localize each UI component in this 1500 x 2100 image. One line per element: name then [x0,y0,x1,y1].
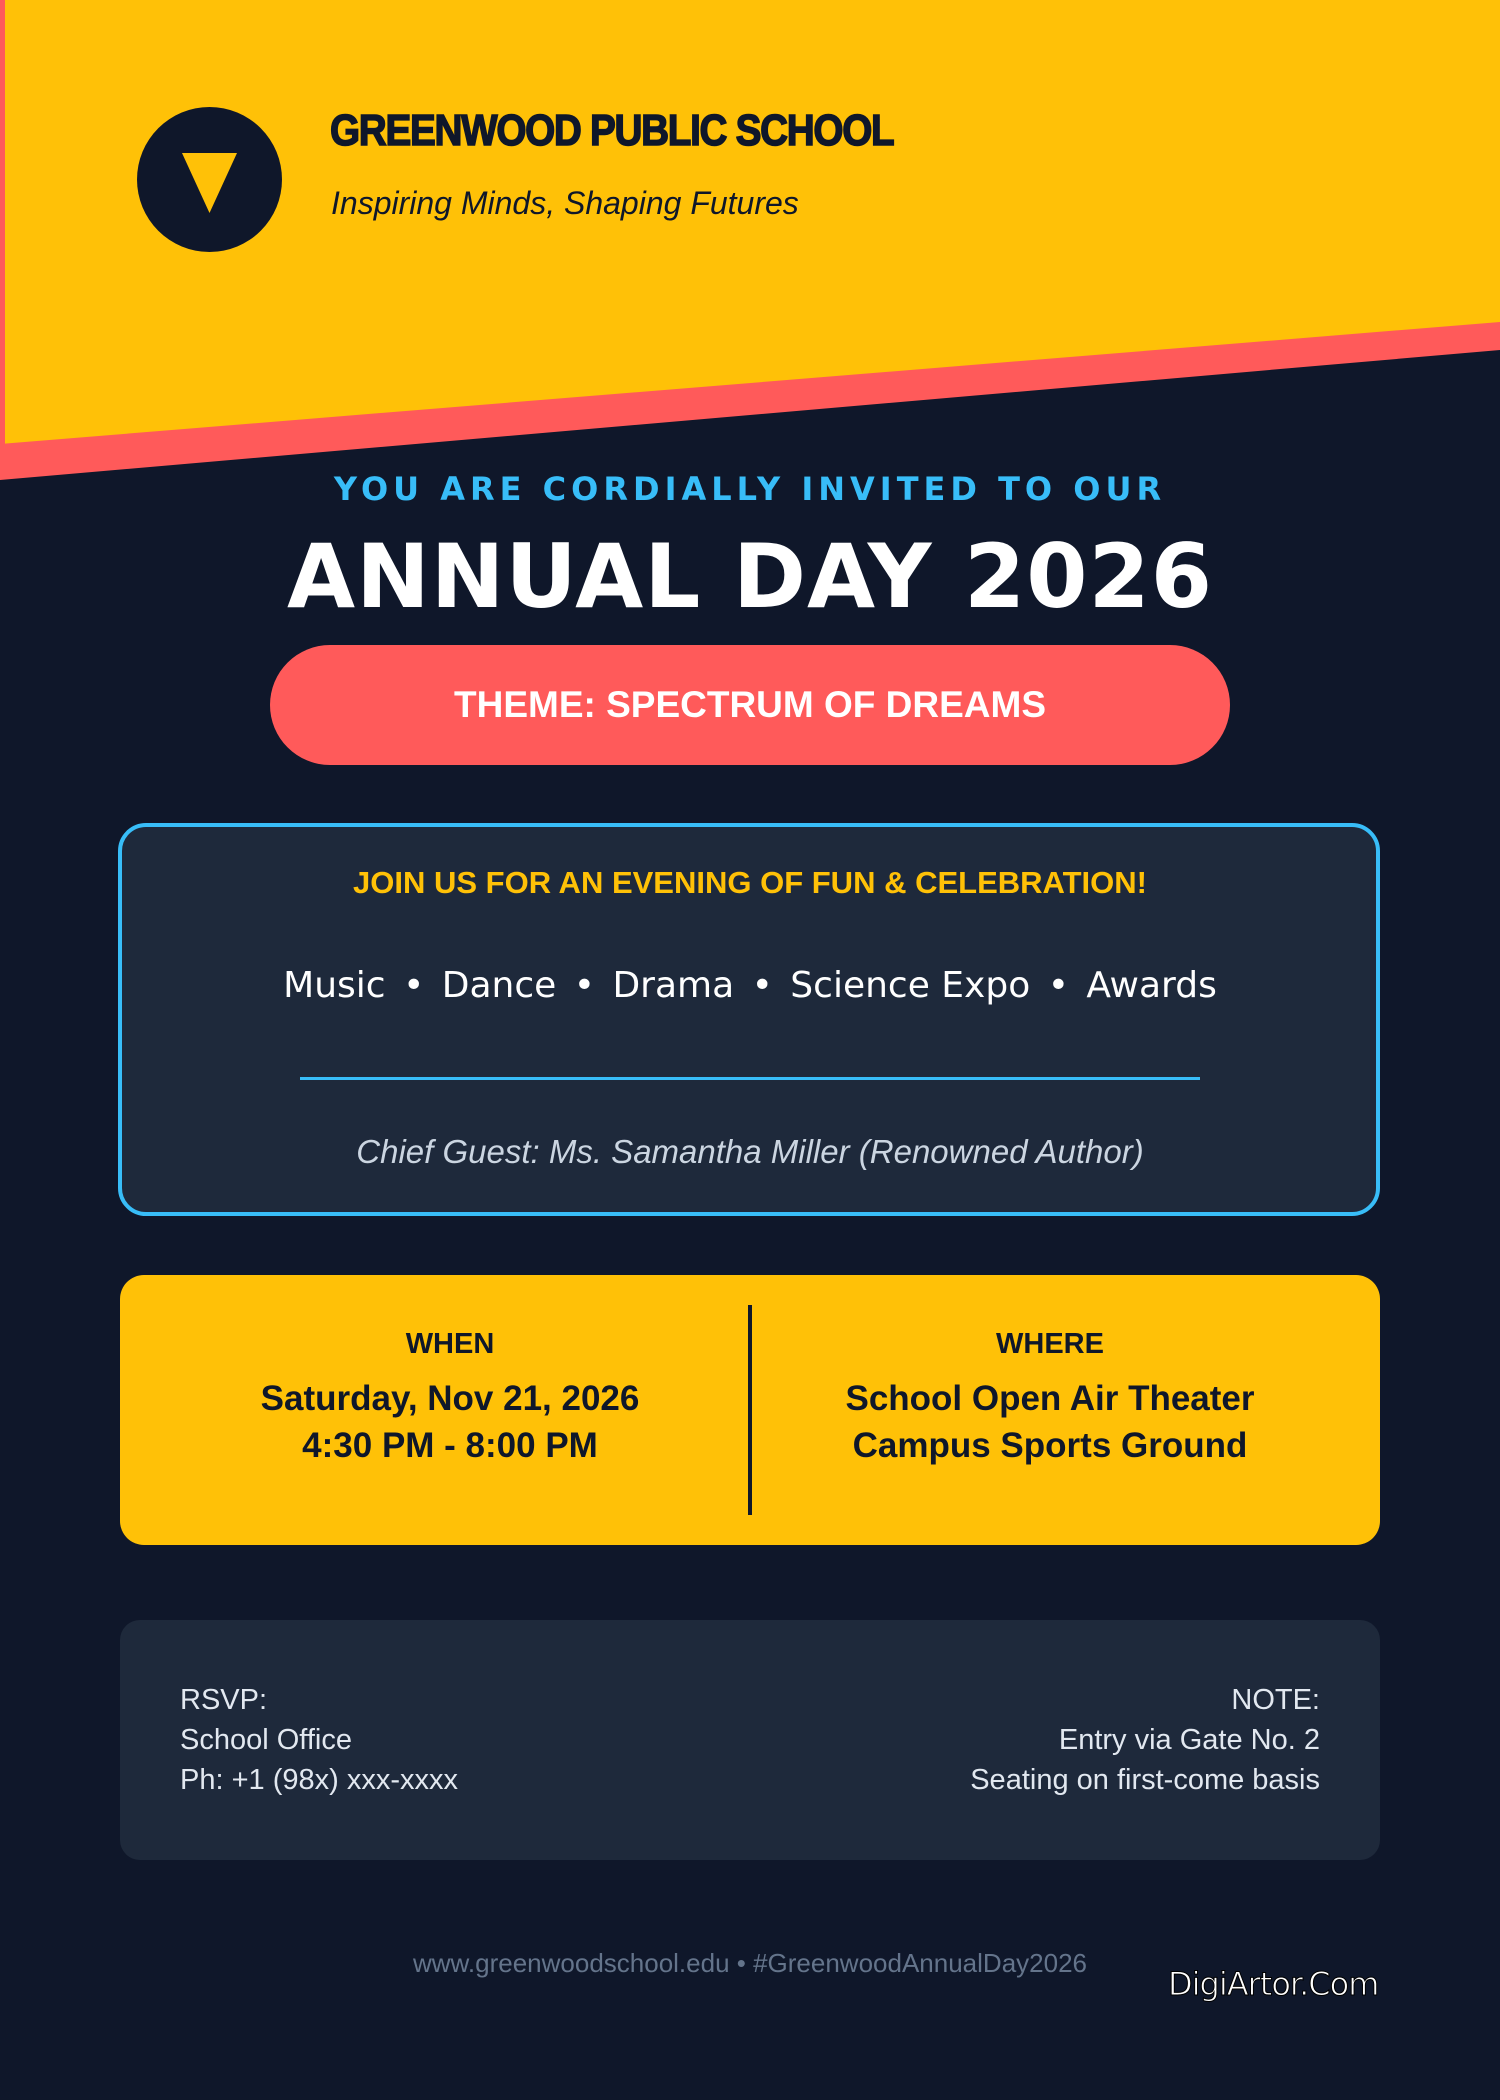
event-time: 4:30 PM - 8:00 PM [302,1426,598,1465]
activity-separator: • [403,965,425,1006]
activity-item: Music [283,965,386,1006]
activity-separator: • [1047,965,1069,1006]
activity-separator: • [751,965,773,1006]
activity-item: Drama [612,965,735,1006]
note-section [970,1680,1320,1800]
website-hashtag: www.greenwoodschool.edu • #GreenwoodAnnualDay2026 [413,1948,1087,1978]
rsvp-office: School Office [180,1724,352,1756]
rsvp-section [180,1680,458,1800]
chief-guest: Chief Guest: Ms. Samantha Miller (Renowned Author) [356,1133,1144,1170]
venue-secondary: Campus Sports Ground [852,1426,1248,1465]
where-section [735,1328,1365,1469]
when-section [135,1328,765,1469]
event-date: Saturday, Nov 21, 2026 [260,1379,640,1418]
rsvp-phone: Ph: +1 (98x) xxx-xxxx [180,1764,458,1796]
note-label: NOTE: [1231,1684,1320,1716]
school-tagline: Inspiring Minds, Shaping Futures [331,185,799,221]
coral-left-edge [0,0,5,444]
highlights-divider [300,1077,1200,1080]
where-label: WHERE [996,1328,1104,1360]
theme-text: THEME: SPECTRUM OF DREAMS [454,684,1046,725]
activity-item: Science Expo [790,965,1031,1006]
school-name: GREENWOOD PUBLIC SCHOOL [330,106,894,155]
event-title: ANNUAL DAY 2026 [287,525,1213,628]
note-seating: Seating on first-come basis [970,1764,1320,1796]
highlights-headline: JOIN US FOR AN EVENING OF FUN & CELEBRATION! [353,865,1147,900]
activity-item: Awards [1086,965,1217,1006]
note-entry: Entry via Gate No. 2 [1058,1724,1320,1756]
activity-separator: • [573,965,595,1006]
rsvp-label: RSVP: [180,1684,268,1716]
when-label: WHEN [405,1328,495,1360]
watermark: DigiArtor.Com [1168,1965,1379,2003]
school-logo [137,107,282,252]
activity-item: Dance [441,965,557,1006]
activities-list [0,965,1500,1006]
theme-badge [270,645,1230,765]
invitation-intro: YOU ARE CORDIALLY INVITED TO OUR [333,470,1167,508]
venue-primary: School Open Air Theater [845,1379,1255,1418]
down-triangle-icon [137,107,282,252]
